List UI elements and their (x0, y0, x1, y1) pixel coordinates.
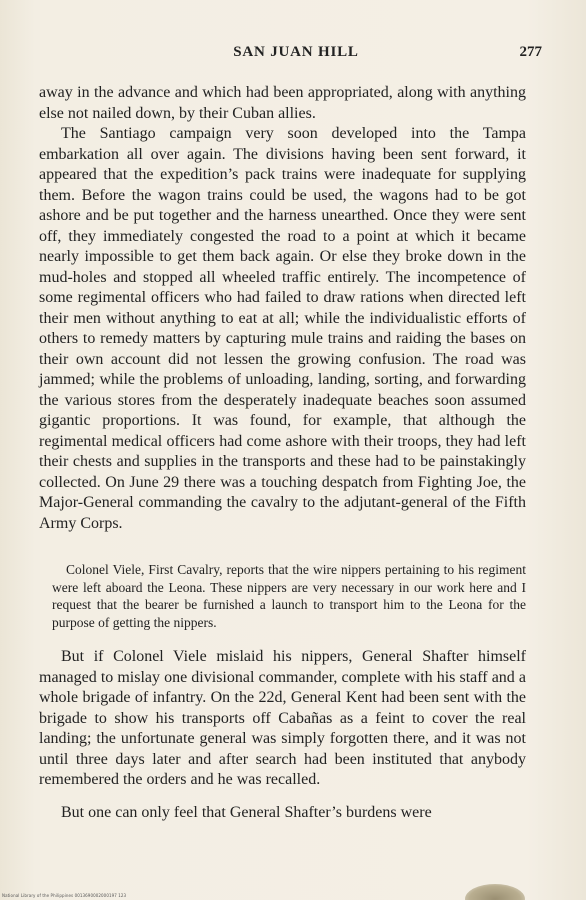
page-number: 277 (519, 44, 542, 60)
paragraph-continuation (39, 83, 526, 124)
paragraph-santiago-campaign (39, 124, 526, 534)
scan-footer-note: National Library of the Philippines 0013690002000197 123 (2, 893, 127, 898)
paragraph-shafter-burdens (39, 803, 526, 824)
page-header (36, 44, 556, 64)
paragraph-text: The Santiago campaign very soon developed into the Tampa embarkation all over again. The divisions having been sent forward, it appeared that the expedition’s pack trains were inadequate for supplying them. Before the wagon trains could be used, the wagons had to be got ashore and be put together and the harness unearthed. Once they were sent off, they immediately congested the road to a point at which it became nearly impossible to get them back again. Or else they broke down in the mud-holes and stopped all wheeled traffic entirely. The incompetence of some regimental officers who had failed to draw rations when directed left their men without anything to eat at all; while the individualistic efforts of others to remedy matters by capturing mule trains and raiding the bases on their own account did not lessen the growing confusion. The road was jammed; while the problems of unloading, landing, sorting, and forwarding the various stores from the desperately inadequate beaches soon assumed gigantic proportions. It was found, for example, that although the regimental medical officers had come ashore with their troops, they had left their chests and supplies in the transports and these had to be painstakingly collected. On June 29 there was a touching despatch from Fighting Joe, the Major-General commanding the cavalry to the adjutant-general of the Fifth Army Corps. (39, 125, 526, 532)
running-head: SAN JUAN HILL (233, 44, 359, 60)
block-quote-despatch: Colonel Viele, First Cavalry, reports that the wire nippers pertaining to his regiment were left aboard the Leona. These nippers are very necessary in our work here and I request that the bearer be furnished a launch to transport him to the Leona for the purpose of getting the nippers. (52, 562, 526, 630)
paragraph-text: away in the advance and which had been appropriated, along with anything else not nailed down, by their Cuban allies. (39, 84, 526, 122)
paragraph-text: But if Colonel Viele mislaid his nippers, General Shafter himself managed to mislay one divisional commander, complete with his staff and a whole brigade of infantry. On the 22d, General Kent had been sent with the brigade to show his transports off Cabañas as a feint to cover the real landing; the unfortunate general was simply forgotten there, and it was not until three days later and after search had been instituted that anybody remembered the orders and he was recalled. (39, 648, 526, 788)
scan-thumb-mark (465, 884, 525, 900)
paragraph-text: But one can only feel that General Shafter’s burdens were (61, 804, 432, 821)
paragraph-colonel-viele (39, 647, 526, 791)
